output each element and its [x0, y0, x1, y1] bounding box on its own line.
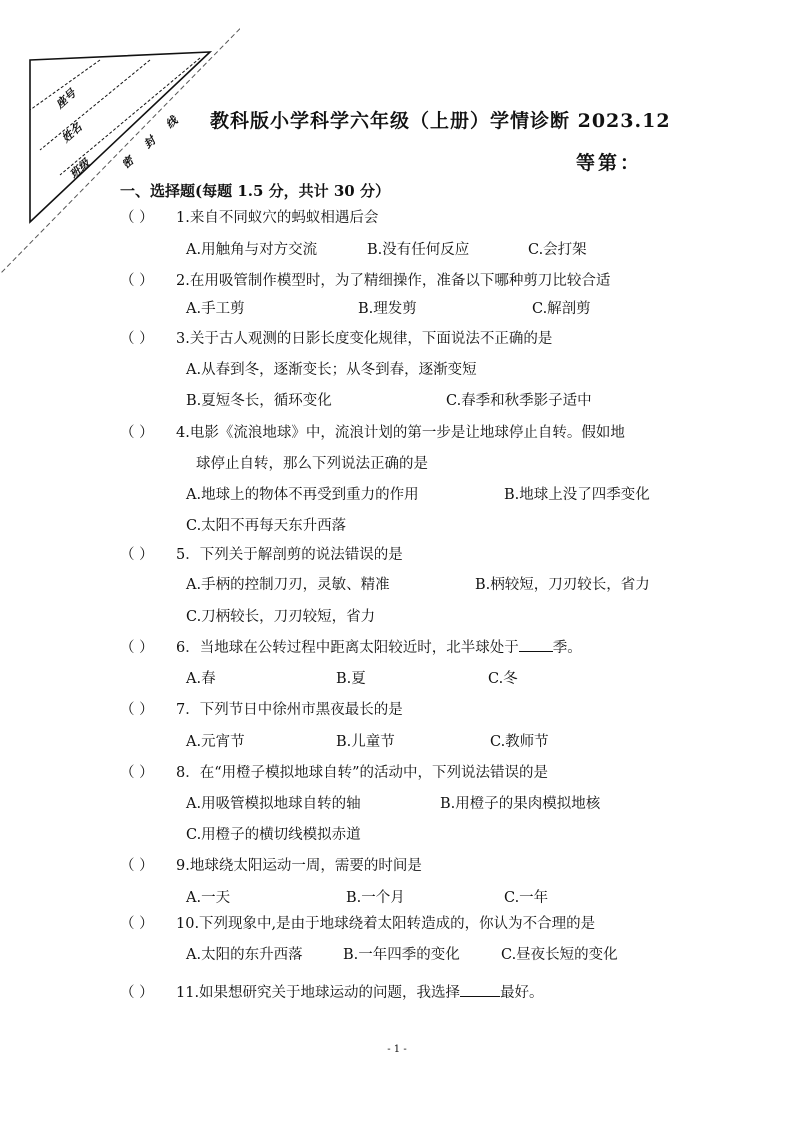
- seal-char-2: 封: [141, 134, 159, 152]
- question-stem-cont: 球停止自转，那么下列说法正确的是: [196, 456, 428, 472]
- option-c: C.用橙子的横切线模拟赤道: [186, 827, 361, 843]
- question-stem: 1.来自不同蚁穴的蚂蚁相遇后会: [176, 210, 379, 226]
- answer-paren[interactable]: （ ）: [120, 985, 154, 1001]
- option-c: C.冬: [488, 671, 518, 687]
- option-b: B.地球上没了四季变化: [504, 487, 650, 503]
- question-stem: 8．在“用橙子模拟地球自转”的活动中，下列说法错误的是: [176, 765, 549, 781]
- option-a: A.从春到冬，逐渐变长；从冬到春，逐渐变短: [186, 362, 477, 378]
- question-stem-part2: 季。: [552, 640, 582, 656]
- option-a: A.太阳的东升西落: [186, 947, 303, 963]
- option-b: B.儿童节: [336, 734, 395, 750]
- answer-paren[interactable]: （ ）: [120, 640, 154, 656]
- answer-paren[interactable]: （ ）: [120, 547, 154, 563]
- grade-label: 等第：: [576, 152, 643, 174]
- seal-char-3: 线: [163, 114, 181, 132]
- answer-paren[interactable]: （ ）: [120, 702, 154, 718]
- option-b: B.没有任何反应: [367, 242, 470, 258]
- option-a: A.地球上的物体不再受到重力的作用: [186, 487, 419, 503]
- option-c: C.昼夜长短的变化: [501, 947, 618, 963]
- name-label: 姓名: [59, 120, 85, 146]
- option-b: B.夏: [336, 671, 366, 687]
- option-b: B.一年四季的变化: [343, 947, 460, 963]
- option-c: C.一年: [504, 890, 549, 906]
- question-stem: 10.下列现象中,是由于地球绕着太阳转造成的，你认为不合理的是: [176, 916, 596, 932]
- option-c: C.春季和秋季影子适中: [446, 393, 592, 409]
- exam-title: 教科版小学科学六年级（上册）学情诊断 2023.12: [210, 110, 671, 132]
- option-b: B.一个月: [346, 890, 405, 906]
- question-stem: 7．下列节日中徐州市黑夜最长的是: [176, 702, 403, 718]
- option-a: A.春: [186, 671, 216, 687]
- option-c: C.太阳不再每天东升西落: [186, 518, 347, 534]
- option-a: A.手柄的控制刀刃，灵敏、精准: [186, 577, 390, 593]
- option-a: A.手工剪: [186, 301, 245, 317]
- option-c: C.刀柄较长，刀刃较短，省力: [186, 609, 376, 625]
- question-stem-part1: 11.如果想研究关于地球运动的问题，我选择: [176, 985, 461, 1001]
- answer-paren[interactable]: （ ）: [120, 425, 154, 441]
- answer-paren[interactable]: （ ）: [120, 858, 154, 874]
- option-b: B.用橙子的果肉模拟地核: [440, 796, 601, 812]
- page-number: - 1 -: [387, 1044, 407, 1055]
- question-stem-part1: 6．当地球在公转过程中距离太阳较近时，北半球处于: [176, 640, 519, 656]
- seal-char-1: 密: [119, 154, 137, 172]
- question-stem: 3.关于古人观测的日影长度变化规律，下面说法不正确的是: [176, 331, 553, 347]
- option-b: B.理发剪: [358, 301, 417, 317]
- option-a: A.一天: [186, 890, 231, 906]
- fill-blank[interactable]: [460, 984, 500, 997]
- option-a: A.用触角与对方交流: [186, 242, 318, 258]
- question-stem: 9.地球绕太阳运动一周，需要的时间是: [176, 858, 422, 874]
- class-label: 班级: [67, 156, 93, 182]
- seat-label: 座号: [53, 86, 79, 112]
- option-c: C.教师节: [490, 734, 549, 750]
- question-stem-part2: 最好。: [500, 985, 544, 1001]
- answer-paren[interactable]: （ ）: [120, 765, 154, 781]
- answer-paren[interactable]: （ ）: [120, 331, 154, 347]
- answer-paren[interactable]: （ ）: [120, 916, 154, 932]
- option-a: A.元宵节: [186, 734, 245, 750]
- option-c: C.会打架: [528, 242, 587, 258]
- question-stem: [176, 636, 582, 657]
- question-stem: 4.电影《流浪地球》中，流浪计划的第一步是让地球停止自转。假如地: [176, 425, 625, 441]
- section-heading: 一、选择题(每题 1.5 分，共计 30 分）: [120, 182, 390, 200]
- option-c: C.解剖剪: [532, 301, 591, 317]
- question-stem: [176, 981, 544, 1002]
- question-stem: 2.在用吸管制作模型时，为了精细操作，准备以下哪种剪刀比较合适: [176, 273, 611, 289]
- option-a: A.用吸管模拟地球自转的轴: [186, 796, 361, 812]
- answer-paren[interactable]: （ ）: [120, 210, 154, 226]
- option-b: B.夏短冬长，循环变化: [186, 393, 332, 409]
- question-stem: 5．下列关于解剖剪的说法错误的是: [176, 547, 403, 563]
- answer-paren[interactable]: （ ）: [120, 273, 154, 289]
- option-b: B.柄较短，刀刃较长，省力: [475, 577, 650, 593]
- fill-blank[interactable]: [519, 639, 553, 652]
